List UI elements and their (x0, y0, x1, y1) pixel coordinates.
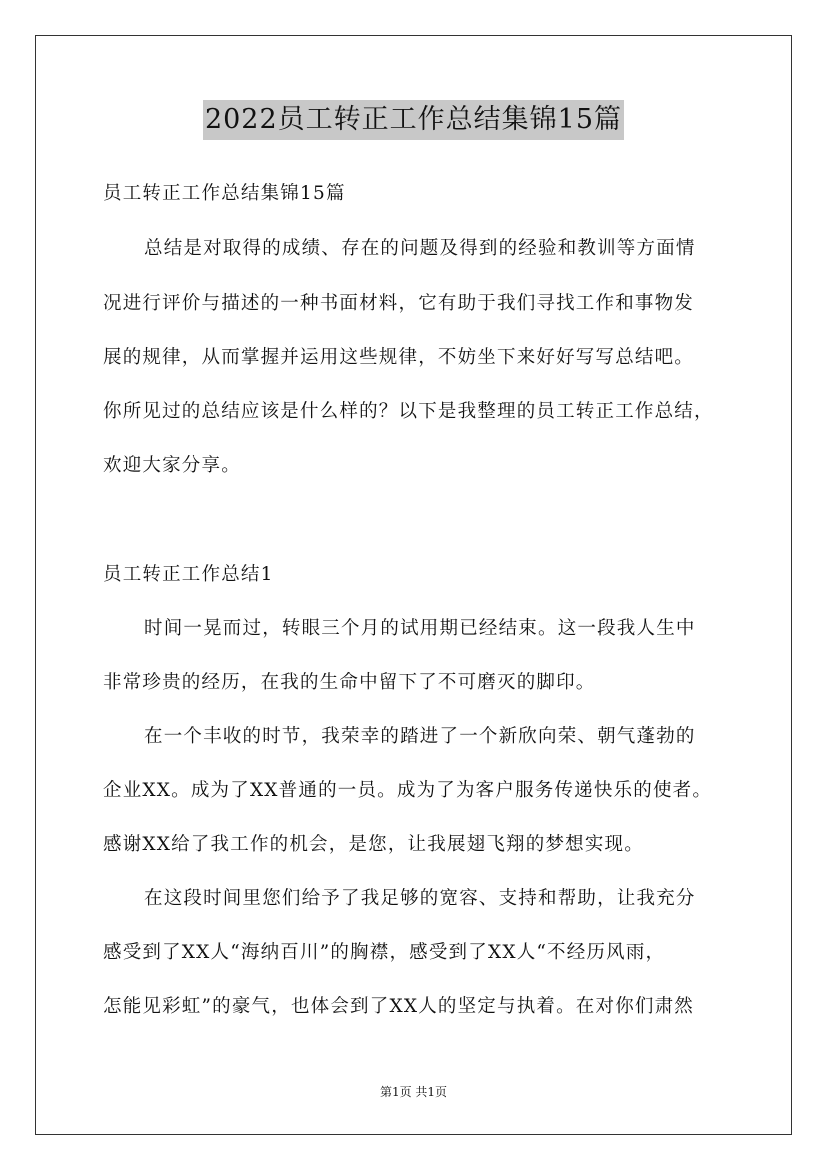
intro-line-5: 欢迎大家分享。 (103, 455, 241, 476)
subtitle: 员工转正工作总结集锦15篇 (103, 183, 346, 204)
body-line-1: 时间一晃而过，转眼三个月的试用期已经结束。这一段我人生中 (144, 618, 696, 639)
body-line-5: 感谢XX给了我工作的机会，是您，让我展翅飞翔的梦想实现。 (103, 834, 644, 855)
intro-line-2: 况进行评价与描述的一种书面材料，它有助于我们寻找工作和事物发 (103, 293, 695, 314)
title-container (0, 100, 827, 140)
body-line-6: 在这段时间里您们给予了我足够的宽容、支持和帮助，让我充分 (144, 888, 696, 909)
document-title: 2022员工转正工作总结集锦15篇 (203, 100, 624, 140)
body-line-7: 感受到了XX人“海纳百川”的胸襟，感受到了XX人“不经历风雨， (103, 942, 666, 963)
body-line-8: 怎能见彩虹”的豪气，也体会到了XX人的坚定与执着。在对你们肃然 (103, 996, 695, 1017)
page-footer: 第1页 共1页 (379, 1085, 448, 1099)
intro-line-4: 你所见过的总结应该是什么样的？以下是我整理的员工转正工作总结， (103, 401, 714, 422)
intro-line-1: 总结是对取得的成绩、存在的问题及得到的经验和教训等方面情 (144, 238, 696, 259)
body-line-3: 在一个丰收的时节，我荣幸的踏进了一个新欣向荣、朝气蓬勃的 (144, 726, 696, 747)
body-line-2: 非常珍贵的经历，在我的生命中留下了不可磨灭的脚印。 (103, 672, 596, 693)
section-heading: 员工转正工作总结1 (103, 564, 274, 585)
body-line-4: 企业XX。成为了XX普通的一员。成为了为客户服务传递快乐的使者。 (103, 780, 713, 801)
intro-line-3: 展的规律，从而掌握并运用这些规律，不妨坐下来好好写写总结吧。 (103, 347, 695, 368)
